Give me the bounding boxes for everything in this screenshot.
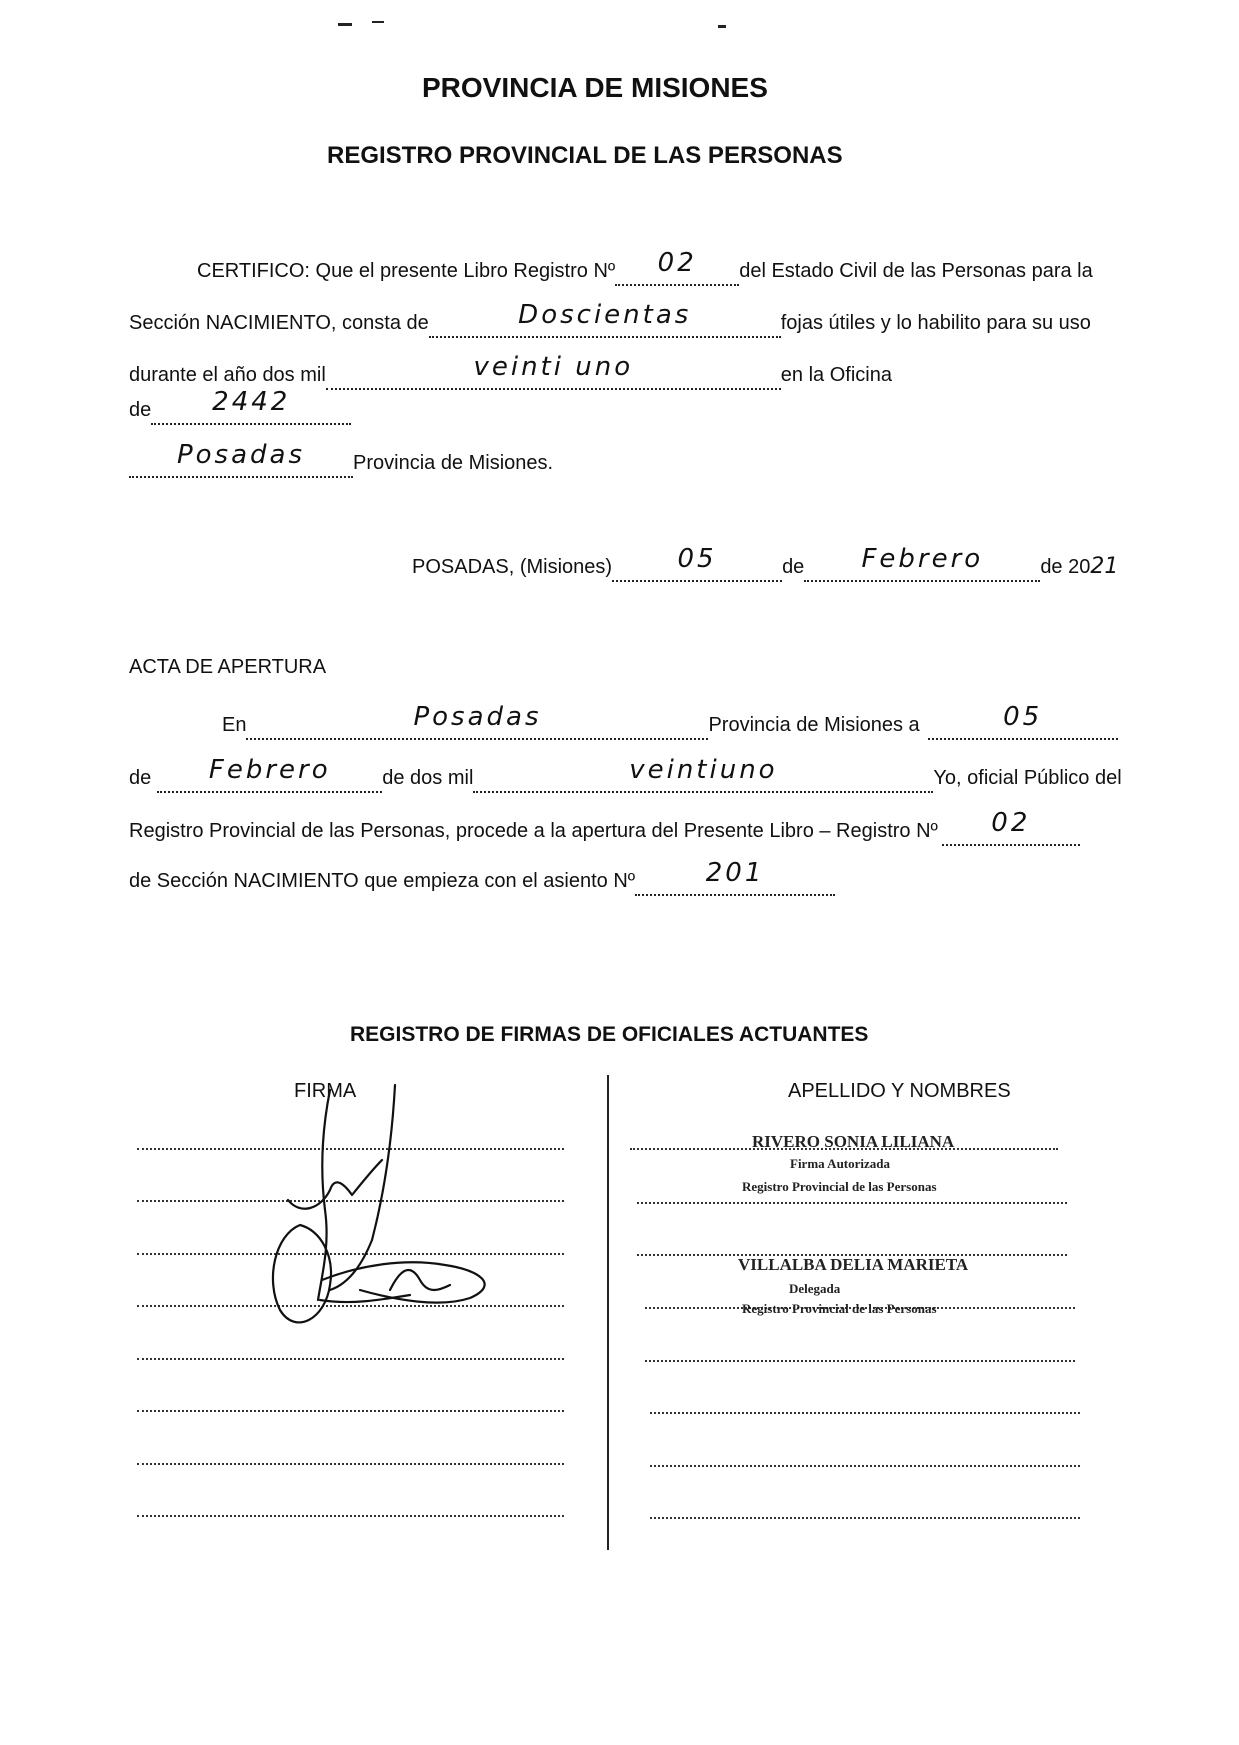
stamp-2-office: Registro Provincial de las Personas: [742, 1301, 937, 1316]
date-year-handwritten: 21: [1090, 554, 1119, 579]
cert-line-2-suffix: fojas útiles y lo habilito para su uso: [780, 312, 1091, 334]
signatures-heading: REGISTRO DE FIRMAS DE OFICIALES ACTUANTES: [350, 1023, 869, 1046]
stamp-1-role: Firma Autorizada: [790, 1156, 891, 1171]
cert-line-5-suffix: Provincia de Misiones.: [353, 452, 554, 474]
acta-place-handwritten: Posadas: [413, 702, 542, 732]
acta-book-handwritten: 02: [991, 808, 1031, 838]
acta-year-handwritten: veintiuno: [629, 755, 778, 785]
dateline-de-1: de: [782, 556, 805, 578]
cert-line-4-prefix: de: [129, 399, 152, 421]
acta-month-handwritten: Febrero: [208, 755, 331, 785]
cert-line-3-prefix: durante el año dos mil: [129, 364, 326, 386]
acta-line-2-prefix: de: [129, 767, 152, 789]
dateline-de-2: de 20: [1040, 556, 1091, 578]
acta-line-2-suffix: Yo, oficial Público del: [933, 767, 1122, 789]
stamp-2-name: VILLALBA DELIA MARIETA: [738, 1255, 969, 1274]
registry-title: REGISTRO PROVINCIAL DE LAS PERSONAS: [327, 142, 843, 169]
firma-column-header: FIRMA: [294, 1080, 357, 1102]
cert-line-1-prefix: CERTIFICO: Que el presente Libro Registro Nº: [197, 260, 616, 282]
acta-line-1-prefix: En: [222, 714, 247, 736]
acta-heading: ACTA DE APERTURA: [129, 656, 327, 678]
dateline-prefix: POSADAS, (Misiones): [412, 556, 613, 578]
cert-line-2-prefix: Sección NACIMIENTO, consta de: [129, 312, 429, 334]
names-column-header: APELLIDO Y NOMBRES: [788, 1080, 1011, 1102]
year-handwritten: veinti uno: [473, 352, 634, 382]
pages-handwritten: Doscientas: [518, 300, 692, 330]
acta-day-handwritten: 05: [1003, 702, 1043, 732]
date-month-handwritten: Febrero: [861, 544, 984, 574]
cert-line-3-suffix: en la Oficina: [780, 364, 892, 386]
stamp-2-role: Delegada: [789, 1281, 841, 1296]
acta-line-1-mid: Provincia de Misiones a: [708, 714, 920, 736]
book-number-handwritten: 02: [657, 248, 697, 278]
office-number-handwritten: 2442: [212, 387, 291, 417]
acta-line-3-prefix: Registro Provincial de las Personas, procede a la apertura del Presente Libro – Registro Nº: [129, 820, 938, 842]
acta-entry-handwritten: 201: [705, 858, 765, 888]
date-day-handwritten: 05: [677, 544, 717, 574]
city-handwritten: Posadas: [176, 440, 306, 470]
province-title: PROVINCIA DE MISIONES: [422, 72, 768, 103]
stamp-1-name: RIVERO SONIA LILIANA: [752, 1132, 955, 1151]
cert-line-1-suffix: del Estado Civil de las Personas para la: [739, 260, 1093, 282]
acta-line-4-prefix: de Sección NACIMIENTO que empieza con el asiento Nº: [129, 870, 636, 892]
stamp-1-office: Registro Provincial de las Personas: [742, 1179, 937, 1194]
acta-line-2-mid: de dos mil: [382, 767, 474, 789]
